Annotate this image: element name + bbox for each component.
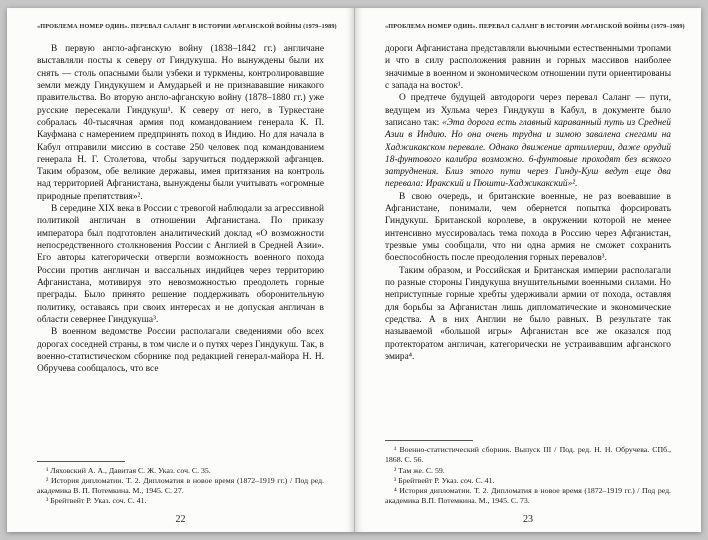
footnote: ⁴ История дипломатии. Т. 2. Дипломатия в новое время (1872–1919 гг.) / Под ред. академика В.П. Потемкина. М., 1945. С. 73. xyxy=(385,485,671,505)
footnotes-section xyxy=(385,440,671,506)
page-body xyxy=(37,43,324,375)
paragraph xyxy=(385,92,671,191)
footnotes-section xyxy=(37,461,324,507)
page-number: 22 xyxy=(175,514,186,525)
running-header: «ПРОБЛЕМА НОМЕР ОДИН». ПЕРЕВАЛ САЛАНГ В ИСТОРИИ АФГАНСКОЙ ВОЙНЫ (1979–1989) xyxy=(37,23,337,30)
running-header: «ПРОБЛЕМА НОМЕР ОДИН». ПЕРЕВАЛ САЛАНГ В ИСТОРИИ АФГАНСКОЙ ВОЙНЫ (1979–1989) xyxy=(385,23,685,30)
quote-intro: О предтече будущей автодороги через перевал Саланг — пути, ведущем из Хульма через Гиндукуш в Кабул, в документе было записано так: xyxy=(385,93,671,128)
page-body xyxy=(385,43,671,363)
paragraph: В первую англо-афганскую войну (1838–1842 гг.) англичане выставляли посты к северу от Гиндукуша. Но вынуждены были их снять — столь опасными были узбеки и туркмены, контролировавшие земли между Гиндукушем и Амударьей и не признававшие никакого правительства. Во вторую англо-афганскую войну (1878–1880 гг.) уже русские пересекали Гиндукуш¹. К северу от него, в Туркестане собралась 40-тысячная армия под командованием генерала К. П. Кауфмана с намерением предпринять поход в Индию. Но для начала в Кабул отправили миссию в составе 250 человек под командованием генерала Н. Г. Столетова, чтобы заручиться поддержкой афганцев. Таким образом, обе великие державы, имея притязания на контроль над территорией Афганистана, вынуждены были учитывать «огромные природные препятствия»². xyxy=(37,44,324,202)
page-left xyxy=(7,8,354,532)
footnote: ¹ Ляховский А. А., Давитая С. Ж. Указ. соч. С. 35. xyxy=(46,465,211,475)
footnote: ³ Брейтвейт Р. Указ. соч. С. 41. xyxy=(46,495,147,505)
paragraph: Таким образом, и Российская и Британская империи располагали по разные стороны Гиндукуша внушительными военными силами. Но неприступные горные хребты удерживали армии от похода, оставляя для борьбы за Афганистан лишь дипломатические и экономические средства. А в них Англии не было равных. В результате так называемой «большой игры» Афганистан все же оказался под протекторатом англичан, категорически не устраивавшим афганского эмира⁴. xyxy=(385,265,671,362)
footnote: ² История дипломатии. Т. 2. Дипломатия в новое время (1872–1919 гг.) / Под ред. академика В. П. Потемкина. М., 1945. С. 27. xyxy=(37,475,324,495)
footnote-divider xyxy=(37,461,125,462)
footnote: ³ Брейтвейт Р. Указ. соч. С. 41. xyxy=(394,475,495,485)
paragraph: дороги Афганистана представляли вьючными естественными тропами и что в силу расположения равнин и горных массивов наиболее значимые в военном и экономическом отношении пути ориентированы с запада на восток¹. xyxy=(385,44,671,91)
footnote: ² Там же. С. 59. xyxy=(394,465,445,475)
paragraph: В военном ведомстве России располагали сведениями обо всех дорогах соседней страны, в том числе и о путях через Гиндукуш. Так, в военно-статистическом сборнике под редакцией генерал-майора Н. Н. Обручева сообщалось, что все xyxy=(37,327,324,375)
book-spread xyxy=(7,8,701,532)
footnote: ¹ Военно-статистический сборник. Выпуск III / Под. ред. Н. Н. Обручева. СПб., 1868. С. 56. xyxy=(385,445,671,465)
page-right xyxy=(354,8,701,532)
quoted-passage: «Эта дорога есть главный караванный путь из Средней Азии в Индию. Но она очень трудна и зимою завалена снегами на Хаджикакском перевале. Однако движение артиллерии, даже орудий 18-фунтового калибра возможно. 6-фунтовые проходят без всякого затруднения. Близ этого пути через Гинду-Куш ведут еще два перевала: Иракский и Пюшти-Хаджикакский»². xyxy=(385,117,671,190)
footnote-divider xyxy=(385,440,473,441)
paragraph: В свою очередь, и британские военные, не раз воевавшие в Афганистане, понимали, чем обернется попытка форсировать Гиндукуш. Британской королеве, в окружении которой не менее интенсивно муссировалась тема похода в Россию через Афганистан, трезвые умы сообщали, что ни одна армия не сможет сохранить боеспособность после преодоления горных перевалов³. xyxy=(385,191,671,264)
page-number: 23 xyxy=(523,514,533,525)
paragraph: В середине XIX века в России с тревогой наблюдали за агрессивной политикой англичан в отношении Афганистана. По приказу императора был подготовлен аналитический доклад «О возможности непосредственного столкновения России с Англией в Средней Азии». Его авторы категорически отвергли возможность военного похода России против англичан и вассальных индийцев через территорию Афганистана, мотивируя это невозможностью преодолеть горные преграды. Было принято решение поддерживать оборонительную политику, оставаясь при своих интересах и не допуская англичан в области севернее Гиндукуша³. xyxy=(37,204,324,325)
